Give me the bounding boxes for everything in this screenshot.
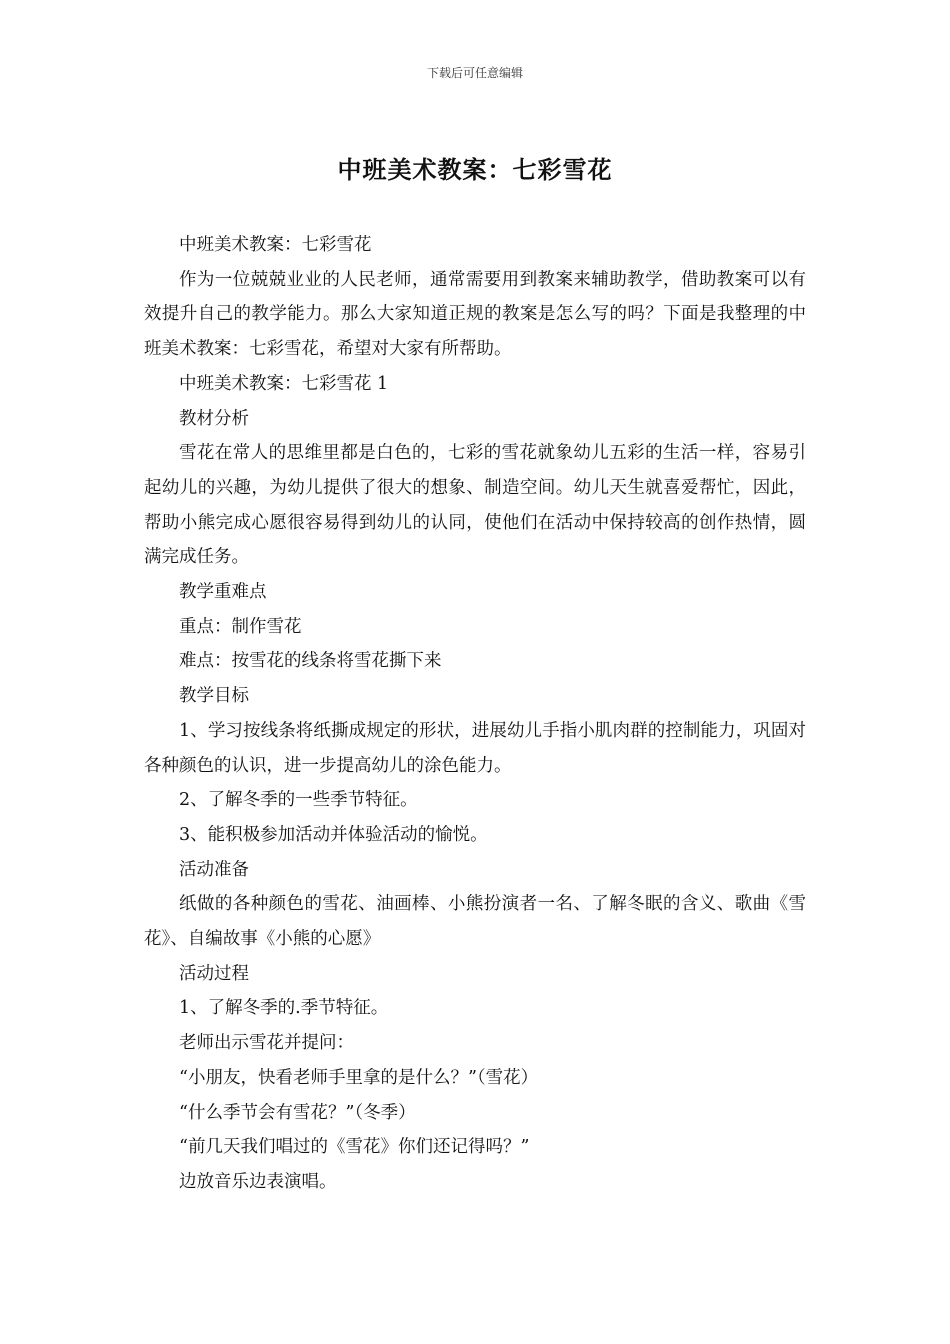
document-title: 中班美术教案：七彩雪花	[337, 156, 613, 184]
paragraph-material-analysis: 雪花在常人的思维里都是白色的，七彩的雪花就象幼儿五彩的生活一样，容易引起幼儿的兴趣，为幼儿提供了很大的想象、制造空间。幼儿天生就喜爱帮忙，因此，帮助小熊完成心愿很容易得到幼儿的认同，使他们在活动中保持较高的创作热情，圆满完成任务。	[144, 443, 806, 568]
paragraph-goal-2: 2、了解冬季的一些季节特征。	[179, 790, 418, 811]
paragraph-difficult-point: 难点：按雪花的线条将雪花撕下来	[179, 651, 442, 672]
paragraph-sing: 边放音乐边表演唱。	[179, 1171, 337, 1192]
paragraph-quote-2: “什么季节会有雪花？”（冬季）	[179, 1102, 416, 1123]
paragraph-goal-1: 1、学习按线条将纸撕成规定的形状，进展幼儿手指小肌肉群的控制能力，巩固对各种颜色的认识，进一步提高幼儿的涂色能力。	[144, 720, 806, 776]
heading-activity-process: 活动过程	[179, 963, 249, 984]
heading-teaching-goals: 教学目标	[179, 686, 249, 707]
paragraph-teacher-question: 老师出示雪花并提问：	[179, 1033, 354, 1054]
heading-key-points: 教学重难点	[179, 582, 267, 603]
paragraph-quote-1: “小朋友，快看老师手里拿的是什么？”（雪花）	[179, 1067, 539, 1088]
heading-preparation: 活动准备	[179, 859, 249, 880]
paragraph-step-1: 1、了解冬季的.季节特征。	[179, 998, 389, 1019]
paragraph-goal-3: 3、能积极参加活动并体验活动的愉悦。	[179, 824, 488, 845]
paragraph-key-point: 重点：制作雪花	[179, 616, 302, 637]
paragraph-section-title: 中班美术教案：七彩雪花 1	[179, 373, 389, 394]
paragraph-quote-3: “前几天我们唱过的《雪花》你们还记得吗？”	[179, 1137, 530, 1158]
heading-material-analysis: 教材分析	[179, 408, 249, 429]
paragraph-intro-heading: 中班美术教案：七彩雪花	[179, 235, 372, 255]
page-header: 下载后可任意编辑	[426, 66, 523, 80]
document-body	[144, 228, 806, 1200]
paragraph-preparation: 纸做的各种颜色的雪花、油画棒、小熊扮演者一名、了解冬眠的含义、歌曲《雪花》、自编故事《小熊的心愿》	[144, 894, 806, 950]
paragraph-intro: 作为一位兢兢业业的人民老师，通常需要用到教案来辅助教学，借助教案可以有效提升自己的教学能力。那么大家知道正规的教案是怎么写的吗？下面是我整理的中班美术教案：七彩雪花，希望对大家有所帮助。	[144, 269, 806, 360]
